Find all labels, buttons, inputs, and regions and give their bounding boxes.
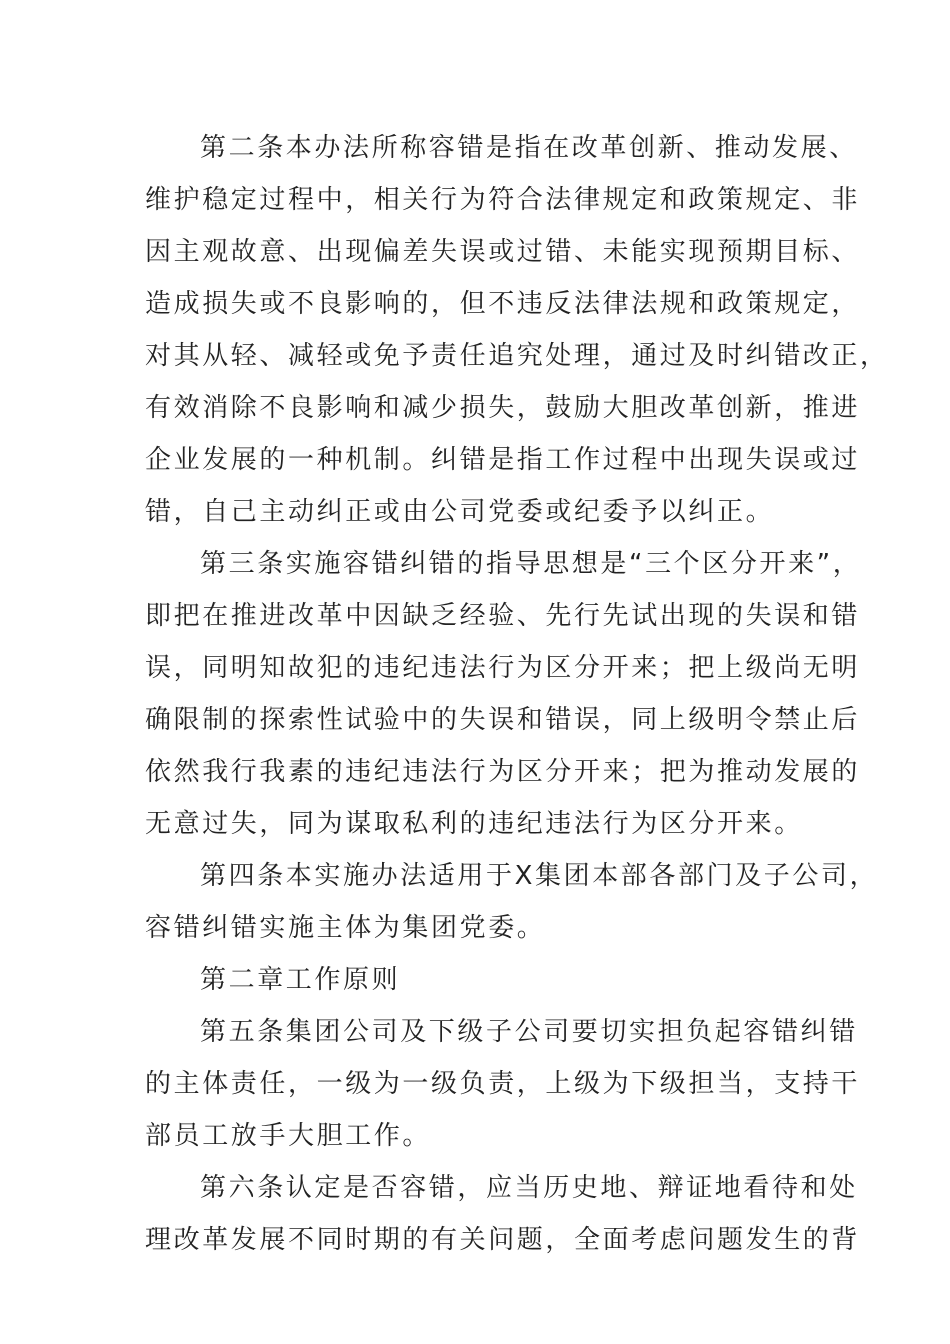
document-page xyxy=(145,122,889,1266)
text-line: 第六条认定是否容错，应当历史地、辩证地看待和处 xyxy=(200,1173,858,1203)
text-line: 容错纠错实施主体为集团党委。 xyxy=(145,913,546,943)
text-line: 无意过失，同为谋取私利的违纪违法行为区分开来。 xyxy=(145,809,803,839)
text-line: 理改革发展不同时期的有关问题，全面考虑问题发生的背 xyxy=(145,1225,861,1255)
text-line: 部员工放手大胆工作。 xyxy=(145,1121,432,1151)
text-line: 企业发展的一种机制。纠错是指工作过程中出现失误或过 xyxy=(145,445,861,475)
text-line: 依然我行我素的违纪违法行为区分开来；把为推动发展的 xyxy=(145,757,861,787)
chapter-heading: 第二章工作原则 xyxy=(200,965,401,995)
text-line: 即把在推进改革中因缺乏经验、先行先试出现的失误和错 xyxy=(145,601,861,631)
text-line: 因主观故意、出现偏差失误或过错、未能实现预期目标、 xyxy=(145,237,861,267)
text-line: 维护稳定过程中，相关行为符合法律规定和政策规定、非 xyxy=(145,185,861,215)
text-line: 第五条集团公司及下级子公司要切实担负起容错纠错 xyxy=(200,1017,858,1047)
text-line: 有效消除不良影响和减少损失，鼓励大胆改革创新，推进 xyxy=(145,393,861,423)
text-line: 错，自己主动纠正或由公司党委或纪委予以纠正。 xyxy=(145,497,775,527)
text-line: 对其从轻、减轻或免予责任追究处理，通过及时纠错改正， xyxy=(145,341,889,371)
text-line: 确限制的探索性试验中的失误和错误，同上级明令禁止后 xyxy=(145,705,861,735)
text-line: 第二条本办法所称容错是指在改革创新、推动发展、 xyxy=(200,133,858,163)
text-line: 第三条实施容错纠错的指导思想是“三个区分开来”， xyxy=(200,549,862,579)
text-line: 的主体责任，一级为一级负责，上级为下级担当，支持干 xyxy=(145,1069,861,1099)
text-line: 误，同明知故犯的违纪违法行为区分开来；把上级尚无明 xyxy=(145,653,861,683)
text-line: 第四条本实施办法适用于X集团本部各部门及子公司， xyxy=(200,861,879,891)
text-line: 造成损失或不良影响的，但不违反法律法规和政策规定， xyxy=(145,289,861,319)
